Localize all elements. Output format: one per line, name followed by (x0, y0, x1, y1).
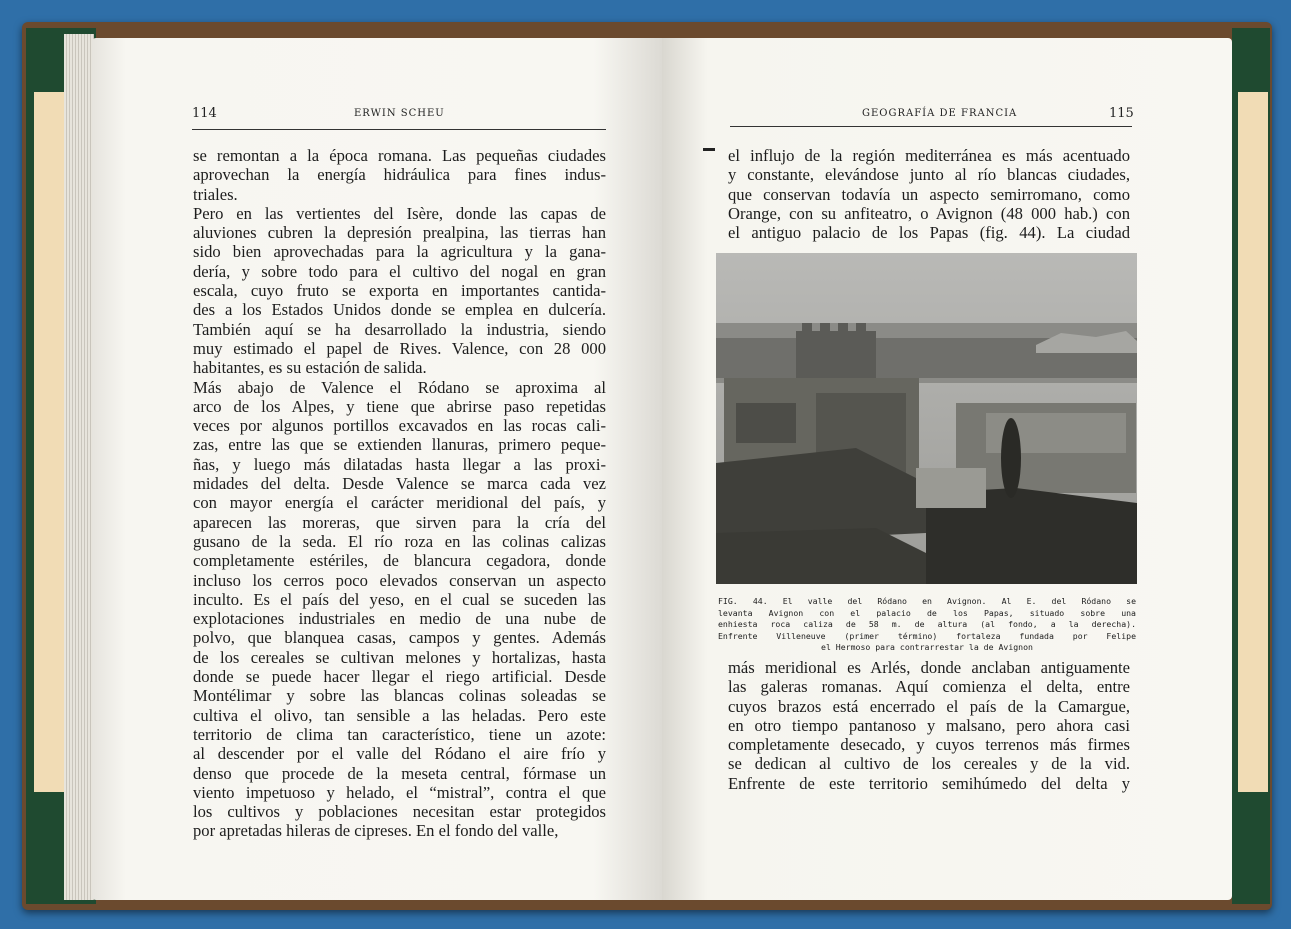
text-line: más meridional es Arlés, donde anclaban antiguamente (728, 658, 1130, 677)
text-line: las galeras romanas. Aquí comienza el delta, entre (728, 677, 1130, 697)
text-line: en otro tiempo pantanoso y malsano, pero ahora casi (728, 715, 1130, 735)
text-line: enhiesta roca caliza de 58 m. de altura (al fondo, a la derecha). (718, 619, 1136, 630)
right-page (662, 38, 1232, 900)
text-line: inculto. Es el país del yeso, en el cual se suceden las (193, 589, 606, 609)
text-line: Orange, con su anfiteatro, o Avignon (48 000 hab.) con (728, 203, 1130, 223)
text-line: territorio de clima tan característico, tiene un azote: (193, 724, 606, 744)
text-line: polvo, que blanquea casas, campos y gentes. Además (193, 628, 606, 648)
text-line: escala, cuyo fruto se exporta en importantes cantida- (193, 281, 606, 301)
text-line: el antiguo palacio de los Papas (fig. 44). La ciudad (728, 223, 1130, 243)
right-body-text-bottom (728, 658, 1130, 793)
text-line: des a los Estados Unidos donde se emplea en dulcería. (193, 300, 606, 320)
page-edges (64, 34, 94, 900)
left-running-head (92, 106, 662, 126)
text-line: muy estimado el papel de Rives. Valence, con 28 000 (193, 338, 606, 358)
text-line: Enfrente Villeneuve (primer término) fortaleza fundada por Felipe (718, 630, 1136, 641)
text-line: cuyos brazos está encerrado el país de la Camargue, (728, 696, 1130, 716)
text-line: Montélimar y sobre las blancas colinas soleadas se (193, 686, 606, 706)
text-line: completamente estériles, de blancura cegadora, donde (193, 551, 606, 571)
text-line: dería, y sobre todo para el cultivo del nogal en gran (193, 261, 606, 281)
text-line: explotaciones industriales en medio de una nube de (193, 609, 606, 629)
text-line: con mayor energía el carácter meridional del país, y (193, 493, 606, 513)
text-line: denso que procede de la meseta central, fórmase un (193, 763, 606, 783)
text-line: incluso los cerros poco elevados conservan un aspecto (193, 570, 606, 590)
text-line: por apretadas hileras de cipreses. En el fondo del valle, (193, 821, 559, 841)
right-header-rule (730, 126, 1132, 127)
pencil-mark (703, 148, 715, 151)
text-line: aluviones cubren la depresión prealpina, las tierras han (193, 223, 606, 243)
text-line: que conservan todavía un aspecto semirromano, como (728, 184, 1130, 204)
figure-44-photo (716, 253, 1137, 584)
text-line: levanta Avignon con el palacio de los Papas, situado sobre una (718, 607, 1136, 618)
text-line: al descender por el valle del Ródano el aire frío y (193, 744, 606, 764)
text-line: el Hermoso para contrarrestar la de Avignon (821, 642, 1033, 653)
text-line: donde se puede hacer llegar el riego artificial. Desde (193, 667, 606, 687)
left-page (92, 38, 662, 900)
text-line: viento impetuoso y helado, el “mistral”, contra el que (193, 782, 606, 802)
text-line: midades del delta. Desde Valence se marca cada vez (193, 474, 606, 494)
text-line: Enfrente de este territorio semihúmedo del delta y (728, 773, 1130, 793)
left-page-number: 114 (192, 106, 217, 121)
right-endpaper (1238, 92, 1268, 792)
text-line: sido bien aprovechadas para la agricultura y la gana- (193, 242, 606, 262)
right-body-text-top (728, 146, 1130, 242)
text-line: aprovechan la energía hidráulica para fines indus- (193, 165, 606, 185)
text-line: de los cereales se cultivan melones y hortalizas, hasta (193, 647, 606, 667)
text-line: ñas, y luego más dilatadas hasta llegar a las proxi- (193, 454, 606, 474)
text-line: triales. (193, 184, 238, 204)
text-line: FIG. 44. El valle del Ródano en Avignon. Al E. del Ródano se (718, 596, 1136, 606)
text-line: gusano de la seda. El río roza en las colinas calizas (193, 531, 606, 551)
text-line: y constante, elevándose junto al río blancas ciudades, (728, 165, 1130, 185)
right-header-title: GEOGRAFÍA DE FRANCIA (862, 108, 1018, 119)
text-line: se remontan a la época romana. Las pequeñas ciudades (193, 146, 606, 165)
text-line: cultiva el olivo, tan sensible a las heladas. Pero este (193, 705, 606, 725)
figure-44-caption (718, 596, 1136, 654)
text-line: completamente desecado, y cuyos terrenos más firmes (728, 735, 1130, 755)
left-header-title: ERWIN SCHEU (354, 108, 445, 119)
text-line: arco de los Alpes, y tiene que abrirse paso repetidas (193, 396, 606, 416)
text-line: se dedican al cultivo de los cereales y de la vid. (728, 754, 1130, 774)
text-line: También aquí se ha desarrollado la industria, siendo (193, 319, 606, 339)
left-body-text (193, 146, 606, 841)
left-header-rule (192, 129, 606, 130)
avignon-photo-illustration (716, 253, 1137, 584)
text-line: aparecen las moreras, que sirven para la cría del (193, 512, 606, 532)
text-line: zas, entre las que se extienden llanuras, primero peque- (193, 435, 606, 455)
right-running-head (662, 106, 1232, 126)
text-line: Pero en las vertientes del Isère, donde las capas de (193, 203, 606, 223)
text-line: veces por algunos portillos excavados en las rocas cali- (193, 416, 606, 436)
text-line: habitantes, es su estación de salida. (193, 358, 427, 378)
right-page-number: 115 (1109, 106, 1134, 121)
text-line: los cultivos y poblaciones necesitan estar protegidos (193, 802, 606, 822)
text-line: Más abajo de Valence el Ródano se aproxima al (193, 377, 606, 397)
text-line: el influjo de la región mediterránea es más acentuado (728, 146, 1130, 165)
